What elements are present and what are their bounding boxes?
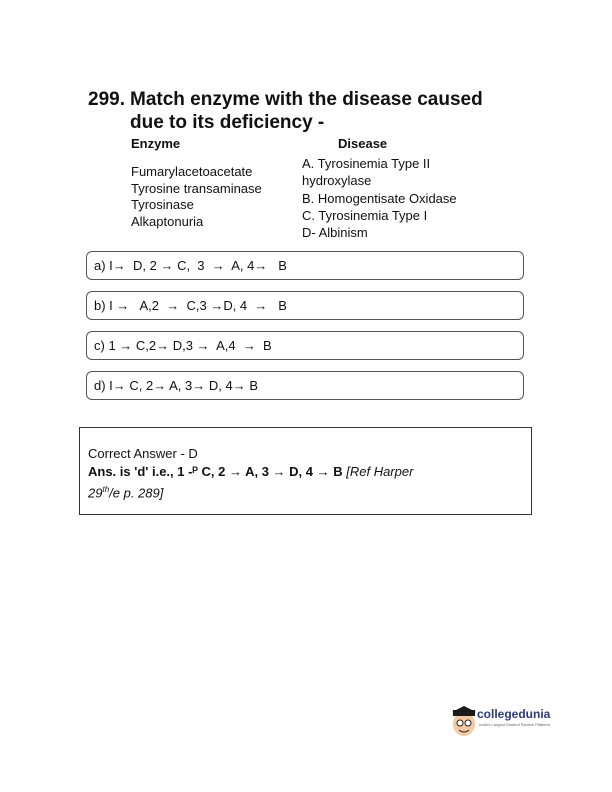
- option-c[interactable]: c) 1 → C,2→ D,3 → A,4 → B: [86, 331, 524, 360]
- explanation-text: Ans. is 'd' i.e., 1 -ᴾ C, 2 → A, 3 → D, 4 → B: [88, 464, 343, 479]
- option-a[interactable]: a) I→ D, 2 → C, 3 → A, 4→ B: [86, 251, 524, 280]
- disease-list: [302, 155, 457, 241]
- reference-start: [Ref Harper: [346, 464, 414, 479]
- enzyme-item: Fumarylacetoacetate: [131, 164, 253, 179]
- enzyme-header: Enzyme: [131, 136, 181, 151]
- option-b[interactable]: b) I → A,2 → C,3 →D, 4 → B: [86, 291, 524, 320]
- answer-box: [79, 427, 532, 515]
- option-d[interactable]: d) I→ C, 2→ A, 3→ D, 4→ B: [86, 371, 524, 400]
- answer-explanation: [88, 463, 531, 481]
- enzyme-item: Tyrosinase: [131, 197, 194, 212]
- disease-item: D- Albinism: [302, 225, 368, 241]
- reference-edition: 29: [88, 485, 103, 501]
- logo-name: collegedunia: [477, 707, 551, 721]
- reference-line: [88, 481, 531, 502]
- enzyme-list: [131, 164, 262, 230]
- disease-item: hydroxylase: [302, 173, 372, 189]
- reference-end: /e p. 289]: [109, 485, 164, 501]
- logo-tagline: India's Largest Student Review Platform: [479, 722, 551, 727]
- question-text-line1: Match enzyme with the disease caused: [130, 89, 483, 110]
- enzyme-item: Tyrosine transaminase: [131, 180, 262, 196]
- question-number: 299.: [88, 89, 125, 110]
- disease-item: C. Tyrosinemia Type I: [302, 207, 428, 223]
- disease-header: Disease: [338, 136, 388, 151]
- disease-item: B. Homogentisate Oxidase: [302, 190, 457, 206]
- disease-item: A. Tyrosinemia Type II: [302, 156, 431, 171]
- enzyme-item: Alkaptonuria: [131, 213, 204, 229]
- correct-answer: Correct Answer - D: [88, 446, 198, 461]
- question-title: [88, 88, 528, 134]
- reference-sup: th: [102, 485, 110, 494]
- question-text-line2: due to its deficiency -: [130, 112, 325, 133]
